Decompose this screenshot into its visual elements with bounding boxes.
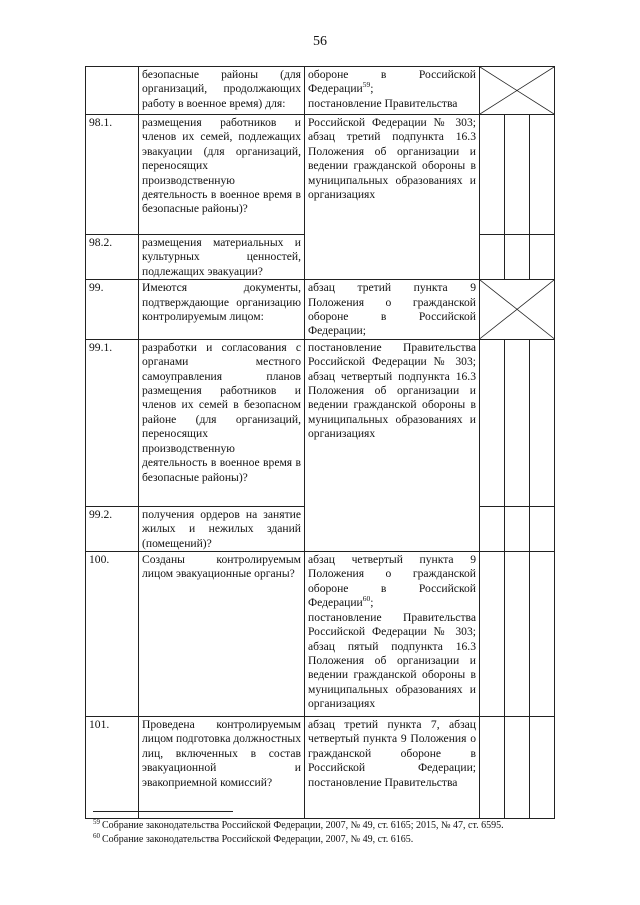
answer-cell-yes[interactable] [480, 115, 505, 235]
answer-cell-yes[interactable] [480, 506, 505, 551]
footnotes [93, 819, 563, 847]
table-row [86, 717, 555, 819]
checklist-table [85, 66, 555, 819]
row-question: получения ордеров на занятие жилых и нежилых зданий (помещений)? [139, 506, 305, 551]
page-number: 56 [313, 34, 327, 49]
crossed-out-cell [480, 67, 555, 115]
answer-cell-yes[interactable] [480, 552, 505, 717]
row-question: Проведена контролируемым лицом подготовка должностных лиц, включенных в состав эвакуационной и эвакоприемной комиссий? [139, 717, 305, 819]
answer-cell-no[interactable] [505, 115, 530, 235]
footnote-text: Собрание законодательства Российской Федерации, 2007, № 49, ст. 6165; 2015, № 47, ст. 6595. [102, 820, 504, 831]
table-row [86, 67, 555, 115]
answer-cell-yes[interactable] [480, 235, 505, 280]
row-number: 99.1. [86, 339, 139, 506]
row-number: 98.1. [86, 115, 139, 235]
answer-cell-no[interactable] [505, 717, 530, 819]
answer-cell-no[interactable] [505, 339, 530, 506]
row-question: Созданы контролируемым лицом эвакуационные органы? [139, 552, 305, 717]
answer-cell-no[interactable] [505, 235, 530, 280]
answer-cell-na[interactable] [530, 506, 555, 551]
answer-cell-na[interactable] [530, 552, 555, 717]
table-row [86, 552, 555, 717]
answer-cell-no[interactable] [505, 552, 530, 717]
answer-cell-yes[interactable] [480, 717, 505, 819]
row-reference: обороне в Российской Федерации$^{59}$; постановление Правительства [305, 67, 480, 115]
row-reference: абзац третий пункта 7, абзац четвертый пункта 9 Положения о гражданской обороне в Российской Федерации; постановление Правительства [305, 717, 480, 819]
table-row [86, 280, 555, 340]
row-number: 99. [86, 280, 139, 340]
answer-cell-na[interactable] [530, 115, 555, 235]
cross-mark-icon [480, 67, 554, 114]
row-question: Имеются документы, подтверждающие организацию контролируемым лицом: [139, 280, 305, 340]
row-question: размещения работников и членов их семей, подлежащих эвакуации (для организаций, переносящих производственную деятельность в военное время в безопасные районы)? [139, 115, 305, 235]
row-number: 98.2. [86, 235, 139, 280]
footnote [93, 833, 563, 847]
footnote-divider [93, 811, 233, 812]
answer-cell-na[interactable] [530, 235, 555, 280]
row-reference: постановление Правительства Российской Федерации № 303; абзац четвертый подпункта 16.3 Положения об организации и ведении гражданской обороны в муниципальных образованиях и организациях [305, 339, 480, 551]
footnote-mark: 59 [93, 817, 100, 826]
answer-cell-yes[interactable] [480, 339, 505, 506]
cross-mark-icon [480, 280, 554, 339]
row-reference: Российской Федерации № 303; абзац третий подпункта 16.3 Положения об организации и ведении гражданской обороны в муниципальных образованиях и организациях [305, 115, 480, 280]
row-number: 99.2. [86, 506, 139, 551]
footnote [93, 819, 563, 833]
row-question: безопасные районы (для организаций, продолжающих работу в военное время) для: [139, 67, 305, 115]
answer-cell-na[interactable] [530, 717, 555, 819]
row-question: размещения материальных и культурных ценностей, подлежащих эвакуации? [139, 235, 305, 280]
row-number [86, 67, 139, 115]
row-reference: абзац третий пункта 9 Положения о гражданской обороне в Российской Федерации; [305, 280, 480, 340]
footnote-text: Собрание законодательства Российской Федерации, 2007, № 49, ст. 6165. [102, 834, 414, 845]
table-row [86, 339, 555, 506]
row-question: разработки и согласования с органами местного самоуправления планов размещения работников и членов их семей в безопасном районе (для организаций, переносящих производственную деятельность в военное время в безопасные районы)? [139, 339, 305, 506]
answer-cell-na[interactable] [530, 339, 555, 506]
answer-cell-no[interactable] [505, 506, 530, 551]
row-number: 101. [86, 717, 139, 819]
row-reference: абзац четвертый пункта 9 Положения о гражданской обороне в Российской Федерации$^{60}$; постановление Правительства Российской Федерации № 303; абзац пятый подпункта 16.3 Положения об организации и ведении гражданской обороны в муниципальных образованиях и организациях [305, 552, 480, 717]
crossed-out-cell [480, 280, 555, 340]
footnote-mark: 60 [93, 831, 100, 840]
row-number: 100. [86, 552, 139, 717]
table-row [86, 115, 555, 235]
